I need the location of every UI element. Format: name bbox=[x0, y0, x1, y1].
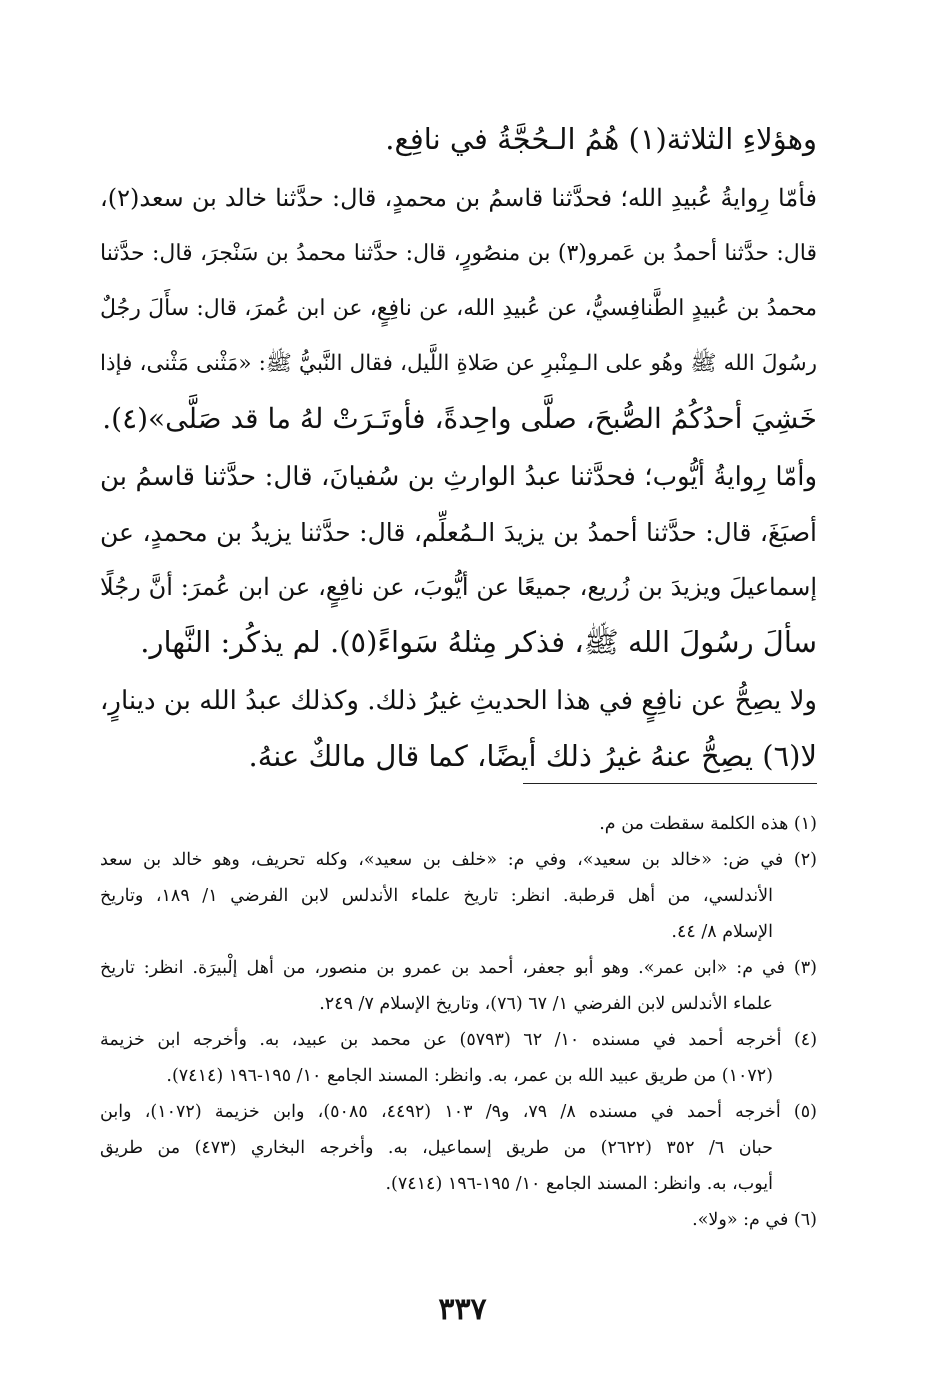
footnote-line: الإسلام ٨/ ٤٤. bbox=[671, 922, 773, 942]
footnote-line: (٤) أخرجه أحمد في مسنده ١٠/ ٦٢ (٥٧٩٣) عن محمد بن عبيد، به. وأخرجه ابن خزيمة bbox=[100, 1030, 818, 1050]
page-number: ٣٣٧ bbox=[438, 1292, 487, 1327]
text-line: لا(٦) يصِحُّ عنهُ غيرُ ذلك أيضًا، كما قال مالكٌ عنهُ. bbox=[248, 739, 817, 773]
footnotes bbox=[100, 806, 817, 1238]
footnote-line: علماء الأندلس لابن الفرضي ١/ ٦٧ (٧٦)، وتاريخ الإسلام ٧/ ٢٤٩. bbox=[319, 994, 773, 1014]
footnote-line: (١) هذه الكلمة سقطت من م. bbox=[599, 814, 817, 834]
footnote-line: (٥) أخرجه أحمد في مسنده ٨/ ٧٩، و٩/ ١٠٣ (٤٤٩٢، ٥٠٨٥)، وابن خزيمة (١٠٧٢)، وابن bbox=[100, 1102, 817, 1122]
footnote-divider bbox=[523, 783, 817, 784]
text-line: خَشِيَ أحدُكُمُ الصُّبحَ، صلَّى واحِدةً، فأوتَـرَتْ لهُ ما قد صَلَّى»(٤). bbox=[102, 402, 817, 435]
footnote-line: أيوب، به. وانظر: المسند الجامع ١٠/ ١٩٥-١٩٦ (٧٤١٤). bbox=[385, 1174, 773, 1194]
text-line: وأمّا رِوايةُ أيُّوب؛ فحدَّثنا عبدُ الوارثِ بن سُفيانَ، قال: حدَّثنا قاسمُ بن bbox=[100, 462, 817, 492]
footnote-line: (٢) في ض: «خالد بن سعيد»، وفي م: «خلف بن سعيد»، وكله تحريف، وهو خالد بن سعد bbox=[100, 850, 817, 870]
main-text bbox=[100, 112, 817, 784]
footnote-line: (٦) في م: «ولا». bbox=[692, 1210, 817, 1230]
footnote-line: (١٠٧٢) من طريق عبيد الله بن عمر، به. وانظر: المسند الجامع ١٠/ ١٩٥-١٩٦ (٧٤١٤). bbox=[166, 1066, 773, 1086]
footnote-line: الأندلسي، من أهل قرطبة. انظر: تاريخ علماء الأندلس لابن الفرضي ١/ ١٨٩، وتاريخ bbox=[100, 886, 773, 906]
text-line: محمدُ بن عُبيدٍ الطَّنافِسيُّ، عن عُبيدِ الله، عن نافِعٍ، عن ابن عُمرَ، قال: سأَلَ رجُلٌ bbox=[100, 296, 817, 321]
text-line: فأمّا رِوايةُ عُبيدِ الله؛ فحدَّثنا قاسمُ بن محمدٍ، قال: حدَّثنا خالد بن سعد(٢)، bbox=[100, 184, 817, 212]
text-line: ولا يصِحُّ عن نافِعٍ في هذا الحديثِ غيرُ ذلك. وكذلك عبدُ الله بن دينارٍ، bbox=[100, 686, 817, 716]
text-line: أصبَغَ، قال: حدَّثنا أحمدُ بن يزيدَ الـمُعلِّم، قال: حدَّثنا يزيدُ بن محمدٍ، عن bbox=[100, 518, 817, 547]
text-line: سألَ رسُولَ الله ﷺ، فذكر مِثلهُ سَواءً(٥). لم يذكُر: النَّهار. bbox=[140, 625, 817, 659]
text-line: رسُولَ الله ﷺ وهُو على الـمِنْبرِ عن صَلاةِ اللَّيل، فقال النَّبيُّ ﷺ: «مَثْنى مَثْنى، فإذا bbox=[100, 351, 817, 376]
footnote-line: (٣) في م: «ابن عمر». وهو أبو جعفر، أحمد بن عمرو بن منصور، من أهل إلْبيرَة. انظر: تاريخ bbox=[100, 958, 817, 978]
text-line: وهؤلاءِ الثلاثة(١) هُمُ الـحُجَّةُ في نافِع. bbox=[385, 122, 817, 156]
text-line: إسماعيلَ ويزيدَ بن زُريع، جميعًا عن أيُّوبَ، عن نافِعٍ، عن ابن عُمرَ: أنَّ رجُلًا bbox=[100, 573, 817, 601]
text-line: قال: حدَّثنا أحمدُ بن عَمرو(٣) بن منصُورٍ، قال: حدَّثنا محمدُ بن سَنْجرَ، قال: حدَّثنا bbox=[100, 241, 817, 266]
footnote-line: حبان ٦/ ٣٥٢ (٢٦٢٢) من طريق إسماعيل، به. وأخرجه البخاري (٤٧٣) من طريق bbox=[100, 1138, 773, 1158]
